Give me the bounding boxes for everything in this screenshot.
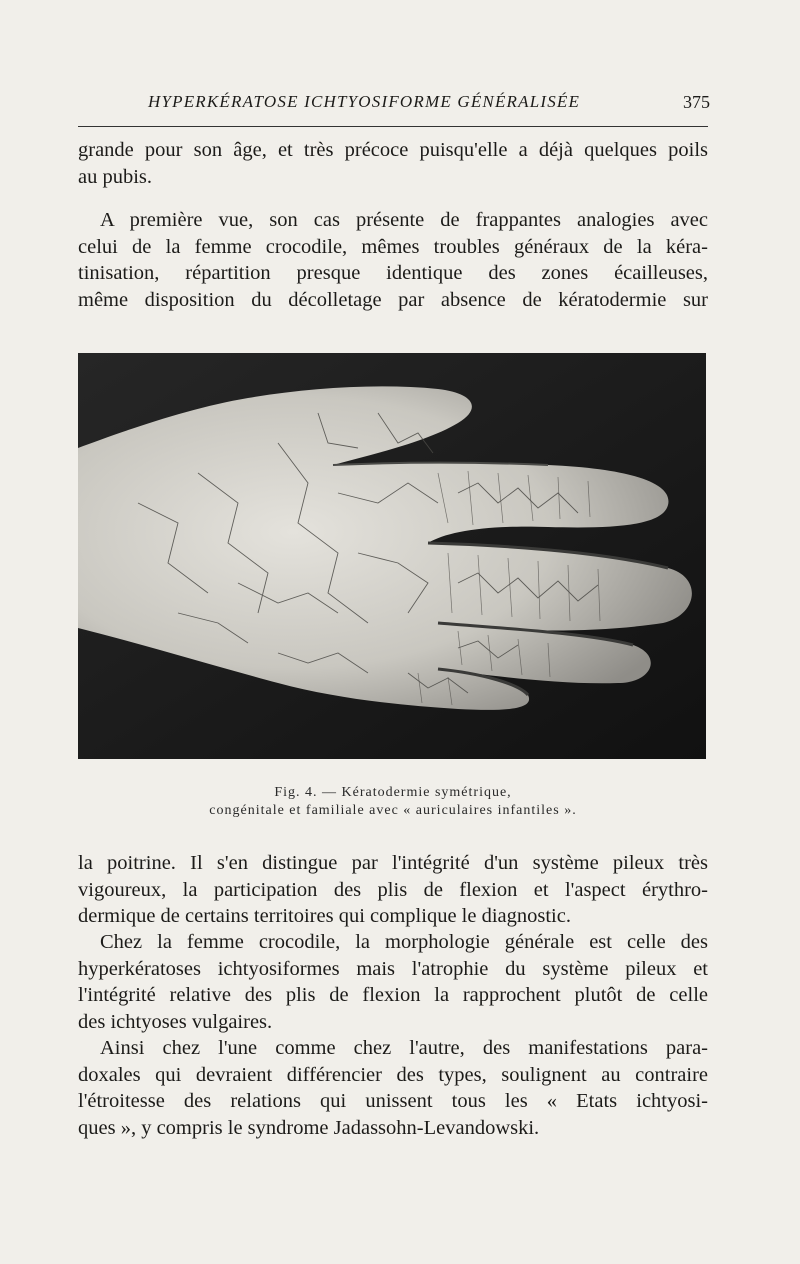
caption-line-2: congénitale et familiale avec « auriculaires infantiles ». (209, 803, 577, 818)
paragraph-line: la poitrine. Il s'en distingue par l'intégrité d'un système pileux très (78, 852, 708, 874)
paragraph-3 (78, 850, 708, 930)
paragraph-line: même disposition du décolletage par absence de kératodermie sur (78, 288, 708, 311)
page-number: 375 (683, 92, 710, 112)
paragraph-line: A première vue, son cas présente de frappantes analogies avec (100, 209, 708, 231)
running-head (78, 92, 710, 118)
hand-photograph (78, 353, 706, 759)
paragraph-line: doxales qui devraient différencier des types, soulignent au contraire (78, 1063, 708, 1086)
paragraph-2 (78, 207, 708, 313)
paragraph-line: Chez la femme crocodile, la morphologie générale est celle des (100, 931, 708, 953)
paragraph-line: au pubis. (78, 165, 153, 188)
paragraph-line: vigoureux, la participation des plis de flexion et l'aspect érythro- (78, 878, 708, 901)
figure-caption (78, 784, 708, 820)
paragraph-line: l'intégrité relative des plis de flexion la rapprochent plutôt de celle (78, 984, 708, 1006)
header-rule (78, 126, 708, 127)
paragraph-4 (78, 929, 708, 1035)
paragraph-line: grande pour son âge, et très précoce puisqu'elle a déjà quelques poils (78, 139, 708, 161)
paragraph-line: l'étroitesse des relations qui unissent tous les « Etats ichtyosi- (78, 1090, 708, 1112)
paragraph-5 (78, 1035, 708, 1141)
paragraph-line: hyperkératoses ichtyosiformes mais l'atrophie du système pileux et (78, 957, 708, 980)
paragraph-1 (78, 137, 708, 190)
paragraph-line: Ainsi chez l'une comme chez l'autre, des manifestations para- (100, 1037, 708, 1059)
paragraph-line: celui de la femme crocodile, mêmes troubles généraux de la kéra- (78, 235, 708, 258)
running-title: HYPERKÉRATOSE ICHTYOSIFORME GÉNÉRALISÉE (148, 92, 581, 111)
hand-photo-illustration (78, 353, 706, 759)
paragraph-line: tinisation, répartition presque identique des zones écailleuses, (78, 262, 708, 284)
paragraph-line: des ichtyoses vulgaires. (78, 1010, 273, 1033)
paragraph-line: dermique de certains territoires qui complique le diagnostic. (78, 905, 571, 927)
paragraph-line: ques », y compris le syndrome Jadassohn-Levandowski. (78, 1116, 540, 1139)
caption-line-1: Fig. 4. — Kératodermie symétrique, (274, 785, 512, 800)
